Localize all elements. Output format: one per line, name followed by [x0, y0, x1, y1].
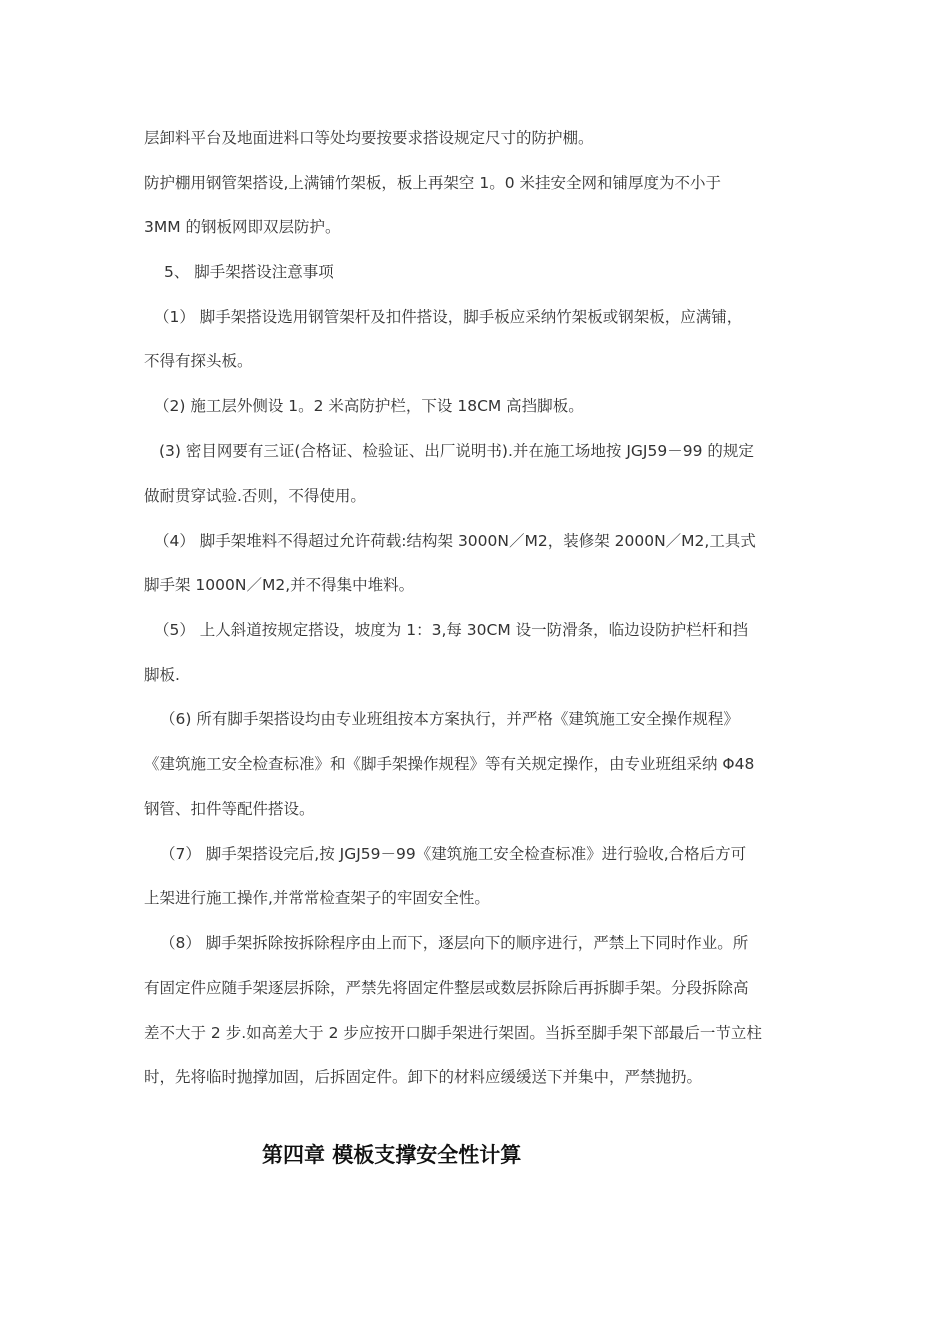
text-line: 上架进行施工操作,并常常检查架子的牢固安全性。 [144, 889, 490, 907]
list-item: （1） 脚手架搭设选用钢管架杆及扣件搭设，脚手板应采纳竹架板或钢架板，应满铺， [154, 308, 743, 326]
list-item: （8） 脚手架拆除按拆除程序由上而下，逐层向下的顺序进行，严禁上下同时作业。所 [160, 934, 749, 952]
list-item: （6) 所有脚手架搭设均由专业班组按本方案执行，并严格《建筑施工安全操作规程》 [160, 710, 739, 728]
text-line: 脚板. [144, 666, 180, 684]
text-line: 脚手架 1000N／M2,并不得集中堆料。 [144, 576, 415, 594]
text-line: 不得有探头板。 [144, 352, 253, 370]
list-item: （4） 脚手架堆料不得超过允许荷载:结构架 3000N／M2，装修架 2000N／M2,工具式 [154, 532, 756, 550]
chapter-title: 第四章 模板支撑安全性计算 [262, 1143, 522, 1167]
text-line: 差不大于 2 步.如高差大于 2 步应按开口脚手架进行架固。当拆至脚手架下部最后一节立柱 [144, 1024, 762, 1042]
text-line: 《建筑施工安全检查标准》和《脚手架操作规程》等有关规定操作，由专业班组采纳 Φ48 [144, 755, 755, 773]
text-line: 层卸料平台及地面进料口等处均要按要求搭设规定尺寸的防护棚。 [144, 129, 594, 147]
list-item: （2) 施工层外侧设 1。2 米高防护栏，下设 18CM 高挡脚板。 [154, 397, 584, 415]
section-heading: 5、 脚手架搭设注意事项 [164, 263, 334, 281]
text-line: 有固定件应随手架逐层拆除，严禁先将固定件整层或数层拆除后再拆脚手架。分段拆除高 [144, 979, 749, 997]
text-line: 做耐贯穿试验.否则，不得使用。 [144, 487, 366, 505]
list-item: （5） 上人斜道按规定搭设，坡度为 1：3,每 30CM 设一防滑条，临边设防护栏杆和挡 [154, 621, 749, 639]
text-line: 防护棚用钢管架搭设,上满铺竹架板，板上再架空 1。0 米挂安全网和铺厚度为不小于 [144, 174, 722, 192]
text-line: 时，先将临时抛撑加固，后拆固定件。卸下的材料应缓缓送下并集中，严禁抛扔。 [144, 1068, 703, 1086]
text-line: 3MM 的钢板网即双层防护。 [144, 218, 341, 236]
list-item: （7） 脚手架搭设完后,按 JGJ59－99《建筑施工安全检查标准》进行验收,合格后方可 [160, 845, 747, 863]
text-line: 钢管、扣件等配件搭设。 [144, 800, 315, 818]
list-item: (3) 密目网要有三证(合格证、检验证、出厂说明书).并在施工场地按 JGJ59－99 的规定 [159, 442, 754, 460]
